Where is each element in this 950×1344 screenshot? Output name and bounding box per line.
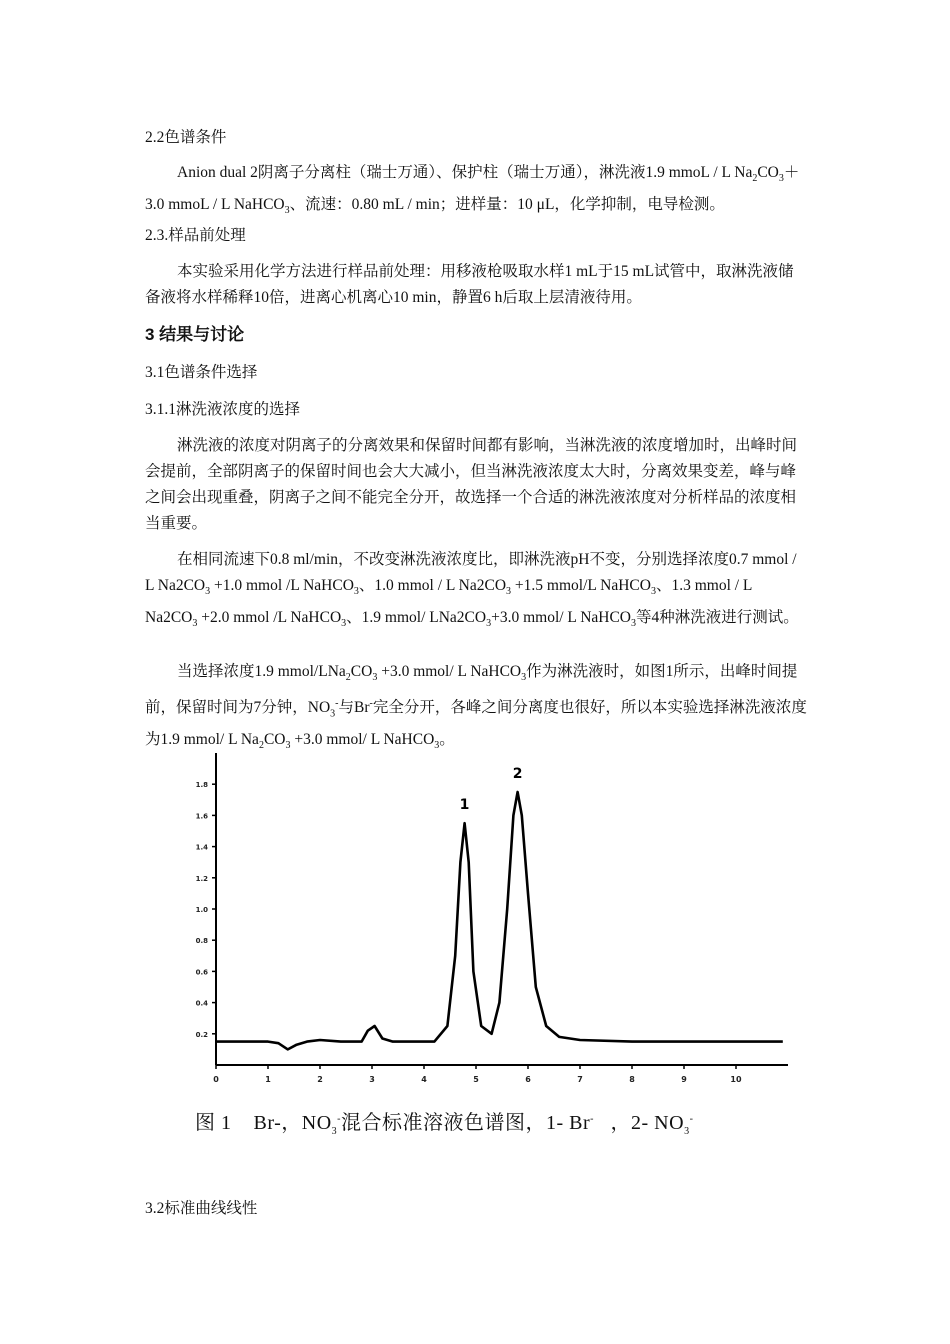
section-3-heading: 3 结果与讨论 xyxy=(145,325,245,344)
section-3-1-1-heading: 3.1.1淋洗液浓度的选择 xyxy=(145,401,301,418)
chromatogram-chart xyxy=(178,745,798,1090)
section-3-2-heading: 3.2标准曲线线性 xyxy=(145,1200,258,1217)
x-tick-label: 0 xyxy=(213,1075,219,1084)
y-tick-label: 1.2 xyxy=(195,874,208,883)
x-tick-label: 9 xyxy=(681,1075,687,1084)
x-tick-label: 6 xyxy=(525,1075,531,1084)
section-2-2-heading: 2.2色谱条件 xyxy=(145,129,227,146)
section-3-1-heading: 3.1色谱条件选择 xyxy=(145,364,258,381)
section-3-1-1-paragraph-1: 淋洗液的浓度对阴离子的分离效果和保留时间都有影响，当淋洗液的浓度增加时，出峰时间会提前，全部阴离子的保留时间也会大大减小，但当淋洗液浓度太大时，分离效果变差，峰与峰之间会出现重叠，阴离子之间不能完全分开，故选择一个合适的淋洗液浓度对分析样品的浓度相当重要。 xyxy=(145,437,798,532)
y-tick-label: 0.4 xyxy=(195,999,208,1008)
section-3-1-1-paragraph-2: 在相同流速下0.8 ml/min，不改变淋洗液浓度比，即淋洗液pH不变，分别选择浓度0.7 mmol / L $Na2CO_3 +1.0$ mmol /L NaHCO$_3$、1.0 mmol / L $Na2CO_3 +1.5$ mmol/L NaHCO$_3$、1.3 mmol / L $Na2CO_3 +2.0$ mmol /L NaHCO$_3$、1.9 mmol/ $LNa2CO_3+3.0$ mmol/ L NaHCO$_3$等4种淋洗液进行测试。 xyxy=(145,551,799,630)
x-tick-label: 8 xyxy=(629,1075,635,1084)
x-tick-label: 7 xyxy=(577,1075,583,1084)
section-2-3-heading: 2.3.样品前处理 xyxy=(145,227,246,244)
x-tick-label: 10 xyxy=(730,1075,742,1084)
section-2-3-paragraph: 本实验采用化学方法进行样品前处理：用移液枪吸取水样1 mL于15 mL试管中，取淋洗液储备液将水样稀释10倍，进离心机离心10 min，静置6 h后取上层清液待用。 xyxy=(145,263,794,306)
x-tick-label: 3 xyxy=(369,1075,375,1084)
x-tick-label: 4 xyxy=(421,1075,427,1084)
x-tick-label: 2 xyxy=(317,1075,323,1084)
chromatogram-trace xyxy=(216,792,783,1049)
section-2-2-paragraph: Anion dual 2阴离子分离柱（瑞士万通）、保护柱（瑞士万通），淋洗液1.9 mmoL / L $Na_2CO_3+3.0$ mmoL / L NaHCO$_3$、流速：0.80 mL / min；进样量：10 μL，化学抑制，电导检测。 xyxy=(145,164,800,217)
y-tick-label: 1.4 xyxy=(195,843,208,852)
peak-label: 1 xyxy=(459,797,470,814)
x-tick-label: 5 xyxy=(473,1075,479,1084)
figure-1-caption: 图 1 Br-，$NO_3^-$混合标准溶液色谱图，1- Br- ，2- $NO_3^-$ xyxy=(195,1112,694,1137)
y-tick-label: 1.8 xyxy=(195,781,208,790)
x-tick-label: 1 xyxy=(265,1075,271,1084)
y-tick-label: 1.6 xyxy=(195,812,208,821)
y-tick-label: 0.2 xyxy=(195,1030,208,1039)
chromatogram-figure xyxy=(178,745,798,1090)
peak-label: 2 xyxy=(512,766,523,782)
y-tick-label: 0.8 xyxy=(195,937,208,946)
section-3-1-1-paragraph-3: 当选择浓度1.9 mmol/$LNa_2CO_3 +3.0$ mmol/ L NaHCO$_3$作为淋洗液时，如图1所示，出峰时间提前，保留时间为7分钟，$NO_3^-$与Br-完全分开，各峰之间分离度也很好，所以本实验选择淋洗液浓度为1.9 mmol/ L $Na_2CO_3 +3.0$ mmol/ L NaHCO$_3$。 xyxy=(145,663,807,752)
y-tick-label: 0.6 xyxy=(195,968,208,977)
y-tick-label: 1.0 xyxy=(195,906,208,914)
